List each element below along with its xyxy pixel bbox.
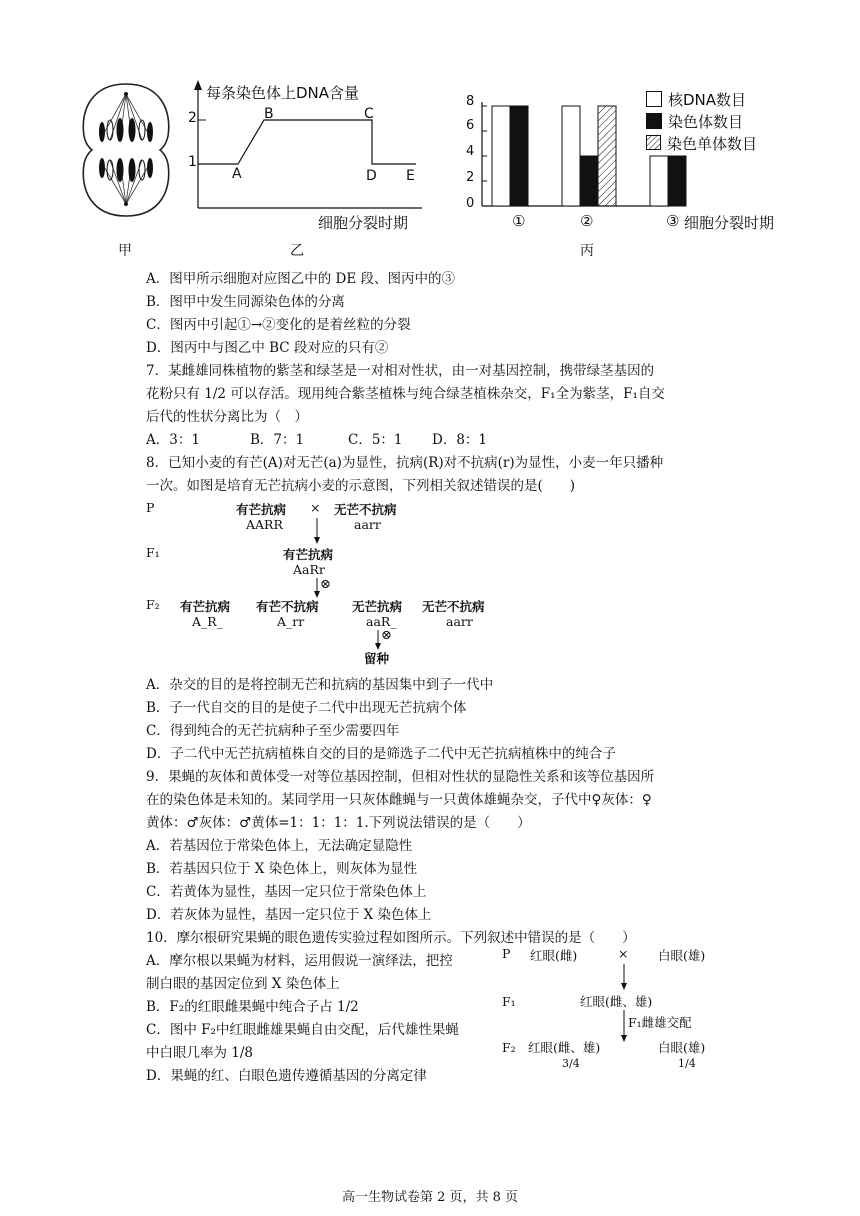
bar-dna <box>650 156 668 206</box>
legend-swatch-black <box>646 113 662 129</box>
gen-f2-label: F₂ <box>146 597 160 612</box>
cross-symbol: × <box>618 946 629 961</box>
q8-option-b: B．子一代自交的目的是使子二代中出现无芒抗病个体 <box>146 700 467 716</box>
q9-option-a: A．若基因位于常染色体上，无法确定显隐性 <box>146 838 413 854</box>
f1-offspring: 红眼(雌、雄) <box>580 994 653 1009</box>
bar-chromatid <box>598 106 616 206</box>
bing-ytick: 0 <box>466 196 475 211</box>
q10-option-line: A．摩尔根以果蝇为材料，运用假说一演绎法，把控 <box>146 953 453 969</box>
f2-white-eye: 白眼(雄) <box>658 1040 706 1055</box>
f2-pheno: 无芒不抗病 <box>422 599 485 614</box>
q9-option-c: C．若黄体为显性，基因一定只位于常染色体上 <box>146 884 427 900</box>
gen-f1-label: F₁ <box>502 994 516 1009</box>
q10-option-line: D．果蝇的红、白眼色遗传遵循基因的分离定律 <box>146 1068 427 1084</box>
selfing-icon: ⊗ <box>320 577 331 592</box>
gen-p-label: P <box>146 500 155 515</box>
bar-chromosome <box>580 156 598 206</box>
bar-chromosome <box>510 106 528 206</box>
legend-swatch-hatched <box>646 135 662 151</box>
f1-mating-label: F₁雌雄交配 <box>628 1015 692 1030</box>
figure-jia-cell <box>80 80 172 220</box>
q9-stem-line: 9．果蝇的灰体和黄体受一对等位基因控制，但相对性状的显隐性关系和该等位基因所 <box>146 769 655 785</box>
f2-white-ratio: 1/4 <box>678 1057 696 1070</box>
cross-symbol: × <box>310 500 321 515</box>
yi-point-label: D <box>366 168 377 184</box>
selfing-icon: ⊗ <box>381 628 392 643</box>
bing-ytick: 8 <box>466 94 475 109</box>
f2-red-eye: 红眼(雌、雄) <box>528 1040 601 1055</box>
f1-geno: AaRr <box>293 562 325 577</box>
legend-label: 染色单体数目 <box>667 134 758 153</box>
q7-stem-line: 7．某雌雄同株植物的紫茎和绿茎是一对相对性状，由一对基因控制，携带绿茎基因的 <box>146 363 655 379</box>
q9-option-d: D．若灰体为显性，基因一定只位于 X 染色体上 <box>146 907 432 923</box>
legend-swatch-white <box>646 91 662 107</box>
bing-ytick: 4 <box>466 144 475 159</box>
bing-xtick: ① <box>512 212 526 230</box>
legend-label: 核DNA数目 <box>668 90 747 109</box>
bing-ytick: 6 <box>466 118 475 133</box>
q10-option-line: B．F₂的红眼雌果蝇中纯合子占 1/2 <box>146 999 359 1015</box>
f2-pheno: 无芒抗病 <box>352 599 403 614</box>
bing-legend <box>646 88 757 154</box>
q7-stem-line: 后代的性状分离比为（ ） <box>146 409 308 425</box>
q7-option-a: A．3：1 <box>146 432 200 448</box>
yi-point-label: A <box>232 166 242 182</box>
q7-option-b: B．7：1 <box>250 432 305 448</box>
q10-option-line: C．图中 F₂中红眼雌雄果蝇自由交配，后代雄性果蝇 <box>146 1022 459 1038</box>
q8-option-a: A．杂交的目的是将控制无芒和抗病的基因集中到子一代中 <box>146 677 494 693</box>
q8-option-c: C．得到纯合的无芒抗病种子至少需要四年 <box>146 723 400 739</box>
q6-option-d: D．图丙中与图乙中 BC 段对应的只有② <box>146 340 389 356</box>
q6-option-b: B．图甲中发生同源染色体的分离 <box>146 294 345 310</box>
p-female: 红眼(雌) <box>530 948 578 963</box>
f2-geno: A_R_ <box>192 614 223 629</box>
q10-option-line: 中白眼几率为 1/8 <box>146 1045 254 1061</box>
q6-option-a: A．图甲所示细胞对应图乙中的 DE 段、图丙中的③ <box>146 271 456 287</box>
label-jia: 甲 <box>118 243 132 259</box>
gen-f2-label: F₂ <box>502 1040 516 1055</box>
bing-ytick: 2 <box>466 170 475 185</box>
label-bing: 丙 <box>580 243 594 259</box>
p-right-pheno: 无芒不抗病 <box>334 502 397 517</box>
q6-option-c: C．图丙中引起①→②变化的是着丝粒的分裂 <box>146 317 411 333</box>
bing-xtick: ② <box>580 212 594 230</box>
q9-option-b: B．若基因只位于 X 染色体上，则灰体为显性 <box>146 861 418 877</box>
q7-stem-line: 花粉只有 1/2 可以存活。现用纯合紫茎植株与纯合绿茎植株杂交，F₁全为紫茎，F₁自交 <box>146 386 665 402</box>
f2-geno: A_rr <box>277 614 305 629</box>
yi-xlabel: 细胞分裂时期 <box>318 214 409 232</box>
f2-geno: aarr <box>446 614 473 629</box>
f2-pheno: 有芒不抗病 <box>256 599 319 614</box>
yi-ytick: 2 <box>188 110 197 126</box>
q8-stem-line: 一次。如图是培育无芒抗病小麦的示意图，下列相关叙述错误的是( ) <box>146 478 576 494</box>
arrow-down-icon <box>618 964 630 990</box>
q8-stem-line: 8．已知小麦的有芒(A)对无芒(a)为显性，抗病(R)对不抗病(r)为显性，小麦一年只播种 <box>146 455 664 471</box>
gen-p-label: P <box>502 946 511 961</box>
q10-option-line: 制白眼的基因定位到 X 染色体上 <box>146 976 340 992</box>
q8-option-d: D．子二代中无芒抗病植株自交的目的是筛选子二代中无芒抗病植株中的纯合子 <box>146 746 616 762</box>
bing-xlabel: 细胞分裂时期 <box>684 214 775 232</box>
yi-point-label: E <box>406 168 415 184</box>
keep-seed-label: 留种 <box>364 651 390 666</box>
yi-ytick: 1 <box>188 154 197 170</box>
f1-pheno: 有芒抗病 <box>283 547 334 562</box>
gen-f1-label: F₁ <box>146 545 160 560</box>
p-left-pheno: 有芒抗病 <box>236 502 287 517</box>
bing-xtick: ③ <box>666 212 680 230</box>
f2-geno: aaR_ <box>366 614 397 629</box>
yi-dna-curve <box>198 120 416 164</box>
label-yi: 乙 <box>290 243 304 259</box>
f2-pheno: 有芒抗病 <box>180 599 231 614</box>
f2-red-ratio: 3/4 <box>562 1057 580 1070</box>
page-footer: 高一生物试卷第 2 页，共 8 页 <box>341 1190 519 1205</box>
yi-point-label: B <box>264 106 274 122</box>
p-male: 白眼(雄) <box>658 948 706 963</box>
yi-point-label: C <box>364 106 374 122</box>
legend-label: 染色体数目 <box>668 112 744 131</box>
q10-stem: 10．摩尔根研究果蝇的眼色遗传实验过程如图所示。下列叙述中错误的是（ ） <box>146 930 636 946</box>
q9-stem-line: 在的染色体是未知的。某同学用一只灰体雌蝇与一只黄体雄蝇杂交，子代中♀灰体：♀ <box>146 792 652 808</box>
arrow-down-icon <box>311 518 323 544</box>
yi-ylabel: 每条染色体上DNA含量 <box>206 84 360 102</box>
p-right-geno: aarr <box>354 517 381 532</box>
q9-stem-line: 黄体：♂灰体：♂黄体=1：1：1：1.下列说法错误的是（ ） <box>146 815 531 831</box>
q7-option-c: C．5：1 <box>348 432 403 448</box>
p-left-geno: AARR <box>246 517 283 532</box>
q7-option-d: D．8：1 <box>432 432 488 448</box>
bar-chromosome <box>668 156 686 206</box>
bar-dna <box>562 106 580 206</box>
bar-dna <box>492 106 510 206</box>
